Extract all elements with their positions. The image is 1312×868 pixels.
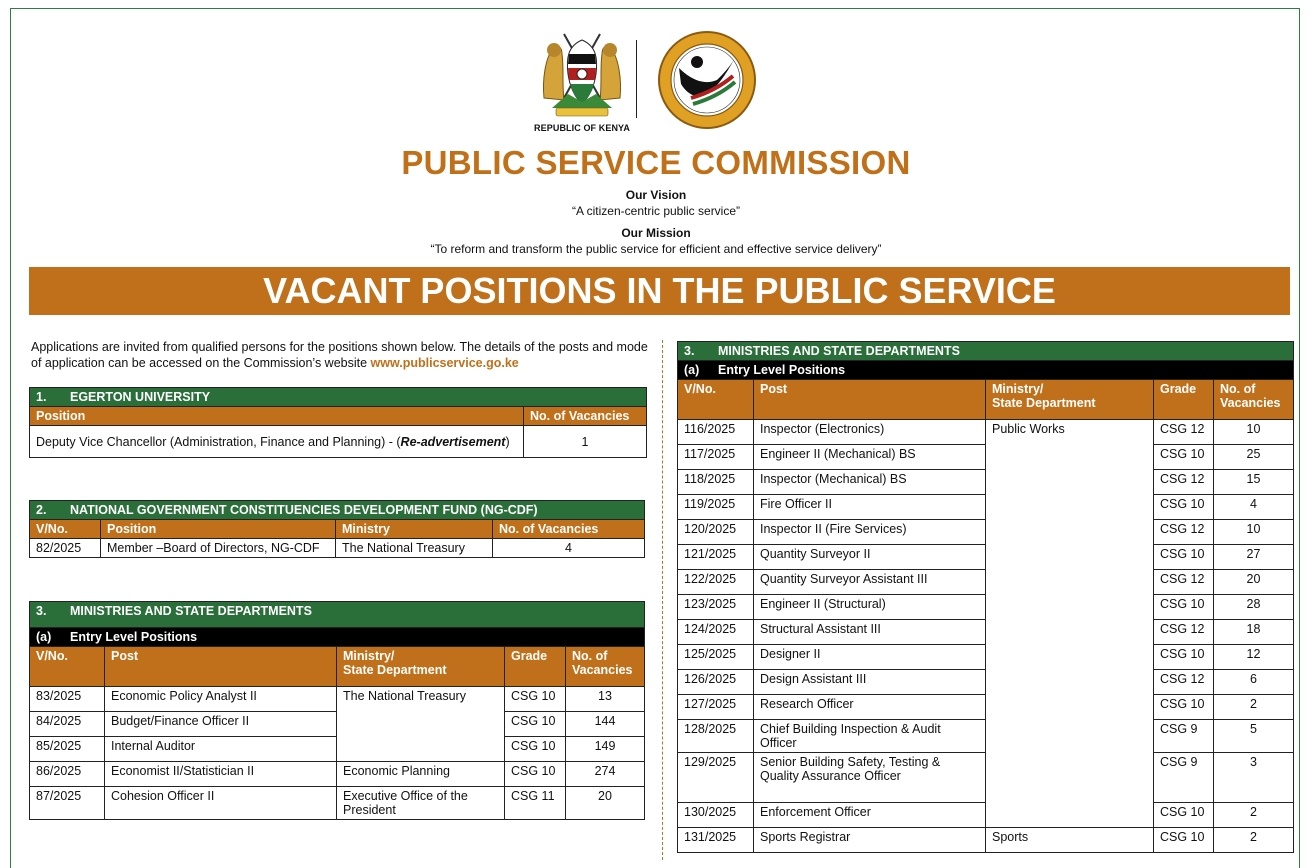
row-vacancies: 12 bbox=[1214, 645, 1294, 670]
row-vno: 123/2025 bbox=[678, 595, 754, 620]
row-grade: CSG 10 bbox=[1154, 645, 1214, 670]
table-row bbox=[30, 787, 645, 820]
col-ministry: Ministry/ State Department bbox=[337, 647, 505, 687]
row-ministry: Sports bbox=[986, 828, 1154, 853]
row-post: Sports Registrar bbox=[754, 828, 986, 853]
row-post: Senior Building Safety, Testing & Quality Assurance Officer bbox=[754, 753, 986, 803]
row-post: Cohesion Officer II bbox=[105, 787, 337, 820]
row-grade: CSG 11 bbox=[505, 787, 566, 820]
row-vno: 125/2025 bbox=[678, 645, 754, 670]
row-vacancies: 4 bbox=[1214, 495, 1294, 520]
vision-text: “A citizen-centric public service” bbox=[571, 204, 741, 218]
row-grade: CSG 10 bbox=[1154, 595, 1214, 620]
row-vacancies: 10 bbox=[1214, 420, 1294, 445]
row-vacancies: 3 bbox=[1214, 753, 1294, 803]
row-grade: CSG 9 bbox=[1154, 753, 1214, 803]
subsection-title: (a) Entry Level Positions bbox=[678, 361, 1294, 380]
row-vacancies: 27 bbox=[1214, 545, 1294, 570]
row-vno: 128/2025 bbox=[678, 720, 754, 753]
row-vacancies: 20 bbox=[1214, 570, 1294, 595]
row-ministry: Executive Office of the President bbox=[337, 787, 505, 820]
row-vno: 126/2025 bbox=[678, 670, 754, 695]
row-vno: 119/2025 bbox=[678, 495, 754, 520]
col-vno: V/No. bbox=[30, 647, 105, 687]
row-vacancies: 28 bbox=[1214, 595, 1294, 620]
row-post: Economic Policy Analyst II bbox=[105, 687, 337, 712]
row-grade: CSG 12 bbox=[1154, 520, 1214, 545]
table-row-position: Deputy Vice Chancellor (Administration, Finance and Planning) - (Re-advertisement) bbox=[30, 426, 524, 458]
row-vno: 117/2025 bbox=[678, 445, 754, 470]
row-vacancies: 15 bbox=[1214, 470, 1294, 495]
row-vno: 121/2025 bbox=[678, 545, 754, 570]
col-ministry: Ministry/ State Department bbox=[986, 380, 1154, 420]
row-vno: 122/2025 bbox=[678, 570, 754, 595]
row-grade: CSG 12 bbox=[1154, 570, 1214, 595]
republic-of-kenya-caption: REPUBLIC OF KENYA bbox=[534, 123, 630, 133]
row-vacancies: 2 bbox=[1214, 803, 1294, 828]
row-post: Inspector (Mechanical) BS bbox=[754, 470, 986, 495]
row-post: Designer II bbox=[754, 645, 986, 670]
vision-label: Our Vision bbox=[625, 188, 687, 202]
row-post: Inspector (Electronics) bbox=[754, 420, 986, 445]
row-post: Budget/Finance Officer II bbox=[105, 712, 337, 737]
row-vno: 85/2025 bbox=[30, 737, 105, 762]
row-grade: CSG 10 bbox=[505, 687, 566, 712]
row-grade: CSG 10 bbox=[1154, 695, 1214, 720]
col-grade: Grade bbox=[505, 647, 566, 687]
ministries-table-right bbox=[677, 341, 1294, 853]
row-vacancies: 25 bbox=[1214, 445, 1294, 470]
row-post: Enforcement Officer bbox=[754, 803, 986, 828]
row-post: Engineer II (Mechanical) BS bbox=[754, 445, 986, 470]
row-grade: CSG 10 bbox=[1154, 545, 1214, 570]
row-vacancies: 6 bbox=[1214, 670, 1294, 695]
row-post: Quantity Surveyor II bbox=[754, 545, 986, 570]
row-vacancies: 149 bbox=[566, 737, 645, 762]
col-vno: V/No. bbox=[678, 380, 754, 420]
row-grade: CSG 10 bbox=[505, 762, 566, 787]
row-grade: CSG 12 bbox=[1154, 420, 1214, 445]
row-grade: CSG 9 bbox=[1154, 720, 1214, 753]
subsection-title: (a) Entry Level Positions bbox=[30, 628, 645, 647]
website-link[interactable]: www.publicservice.go.ke bbox=[370, 356, 519, 370]
row-grade: CSG 10 bbox=[1154, 828, 1214, 853]
col-vacancies: No. of Vacancies bbox=[493, 520, 645, 539]
col-ministry: Ministry bbox=[336, 520, 493, 539]
row-post: Chief Building Inspection & Audit Officer bbox=[754, 720, 986, 753]
row-ministry: The National Treasury bbox=[336, 539, 493, 558]
row-post: Inspector II (Fire Services) bbox=[754, 520, 986, 545]
row-vacancies: 144 bbox=[566, 712, 645, 737]
section-title: 1. EGERTON UNIVERSITY bbox=[30, 388, 647, 407]
ngcdf-table bbox=[29, 500, 645, 558]
row-grade: CSG 10 bbox=[1154, 803, 1214, 828]
psc-seal-logo bbox=[657, 28, 757, 132]
row-grade: CSG 12 bbox=[1154, 470, 1214, 495]
kenya-coat-of-arms-logo bbox=[538, 28, 626, 124]
row-grade: CSG 12 bbox=[1154, 670, 1214, 695]
row-vno: 87/2025 bbox=[30, 787, 105, 820]
col-grade: Grade bbox=[1154, 380, 1214, 420]
row-vacancies: 10 bbox=[1214, 520, 1294, 545]
row-grade: CSG 12 bbox=[1154, 620, 1214, 645]
row-post: Engineer II (Structural) bbox=[754, 595, 986, 620]
row-post: Quantity Surveyor Assistant III bbox=[754, 570, 986, 595]
row-vno: 124/2025 bbox=[678, 620, 754, 645]
logo-separator bbox=[636, 40, 637, 118]
row-vno: 84/2025 bbox=[30, 712, 105, 737]
row-vno: 129/2025 bbox=[678, 753, 754, 803]
column-divider bbox=[662, 340, 663, 860]
row-vacancies: 18 bbox=[1214, 620, 1294, 645]
table-row bbox=[30, 762, 645, 787]
mission-label: Our Mission bbox=[621, 226, 691, 240]
col-vacancies: No. of Vacancies bbox=[1214, 380, 1294, 420]
row-ministry-merged: The National Treasury bbox=[337, 687, 505, 762]
row-vno: 83/2025 bbox=[30, 687, 105, 712]
row-ministry-merged: Public Works bbox=[986, 420, 1154, 828]
col-vno: V/No. bbox=[30, 520, 101, 539]
section-title: 2. NATIONAL GOVERNMENT CONSTITUENCIES DEVELOPMENT FUND (NG-CDF) bbox=[30, 501, 645, 520]
col-vacancies: No. of Vacancies bbox=[566, 647, 645, 687]
vacant-positions-banner: VACANT POSITIONS IN THE PUBLIC SERVICE bbox=[29, 267, 1290, 315]
col-position: Position bbox=[101, 520, 336, 539]
row-vno: 127/2025 bbox=[678, 695, 754, 720]
col-post: Post bbox=[105, 647, 337, 687]
row-vno: 82/2025 bbox=[30, 539, 101, 558]
ministries-table-left bbox=[29, 601, 645, 820]
row-ministry: Economic Planning bbox=[337, 762, 505, 787]
intro-paragraph: Applications are invited from qualified persons for the positions shown below. The details of the posts and mode of application can be accessed on the Commission’s website www.publicservice.go.ke bbox=[31, 340, 648, 370]
logo-area bbox=[0, 28, 1312, 138]
row-post: Economist II/Statistician II bbox=[105, 762, 337, 787]
row-vno: 131/2025 bbox=[678, 828, 754, 853]
row-grade: CSG 10 bbox=[505, 712, 566, 737]
row-grade: CSG 10 bbox=[505, 737, 566, 762]
row-vno: 86/2025 bbox=[30, 762, 105, 787]
row-vacancies: 13 bbox=[566, 687, 645, 712]
row-vacancies: 20 bbox=[566, 787, 645, 820]
organization-title: PUBLIC SERVICE COMMISSION bbox=[401, 144, 911, 181]
row-vacancies: 2 bbox=[1214, 828, 1294, 853]
row-post: Fire Officer II bbox=[754, 495, 986, 520]
col-vacancies: No. of Vacancies bbox=[524, 407, 647, 426]
row-post: Design Assistant III bbox=[754, 670, 986, 695]
section-title: 3. MINISTRIES AND STATE DEPARTMENTS bbox=[678, 342, 1294, 361]
table-row bbox=[30, 687, 645, 712]
row-vacancies: 5 bbox=[1214, 720, 1294, 753]
table-row bbox=[678, 420, 1294, 445]
row-post: Research Officer bbox=[754, 695, 986, 720]
col-position: Position bbox=[30, 407, 524, 426]
row-post: Structural Assistant III bbox=[754, 620, 986, 645]
egerton-university-table bbox=[29, 387, 647, 458]
row-vacancies: 4 bbox=[493, 539, 645, 558]
row-vacancies: 1 bbox=[524, 426, 647, 458]
row-vno: 120/2025 bbox=[678, 520, 754, 545]
row-post: Internal Auditor bbox=[105, 737, 337, 762]
row-position: Member –Board of Directors, NG-CDF bbox=[101, 539, 336, 558]
row-vacancies: 274 bbox=[566, 762, 645, 787]
row-grade: CSG 10 bbox=[1154, 495, 1214, 520]
row-vno: 116/2025 bbox=[678, 420, 754, 445]
row-vno: 118/2025 bbox=[678, 470, 754, 495]
section-title: 3. MINISTRIES AND STATE DEPARTMENTS bbox=[30, 602, 645, 628]
table-row bbox=[678, 828, 1294, 853]
row-grade: CSG 10 bbox=[1154, 445, 1214, 470]
row-vno: 130/2025 bbox=[678, 803, 754, 828]
row-vacancies: 2 bbox=[1214, 695, 1294, 720]
mission-text: “To reform and transform the public service for efficient and effective service delivery” bbox=[430, 242, 882, 256]
col-post: Post bbox=[754, 380, 986, 420]
